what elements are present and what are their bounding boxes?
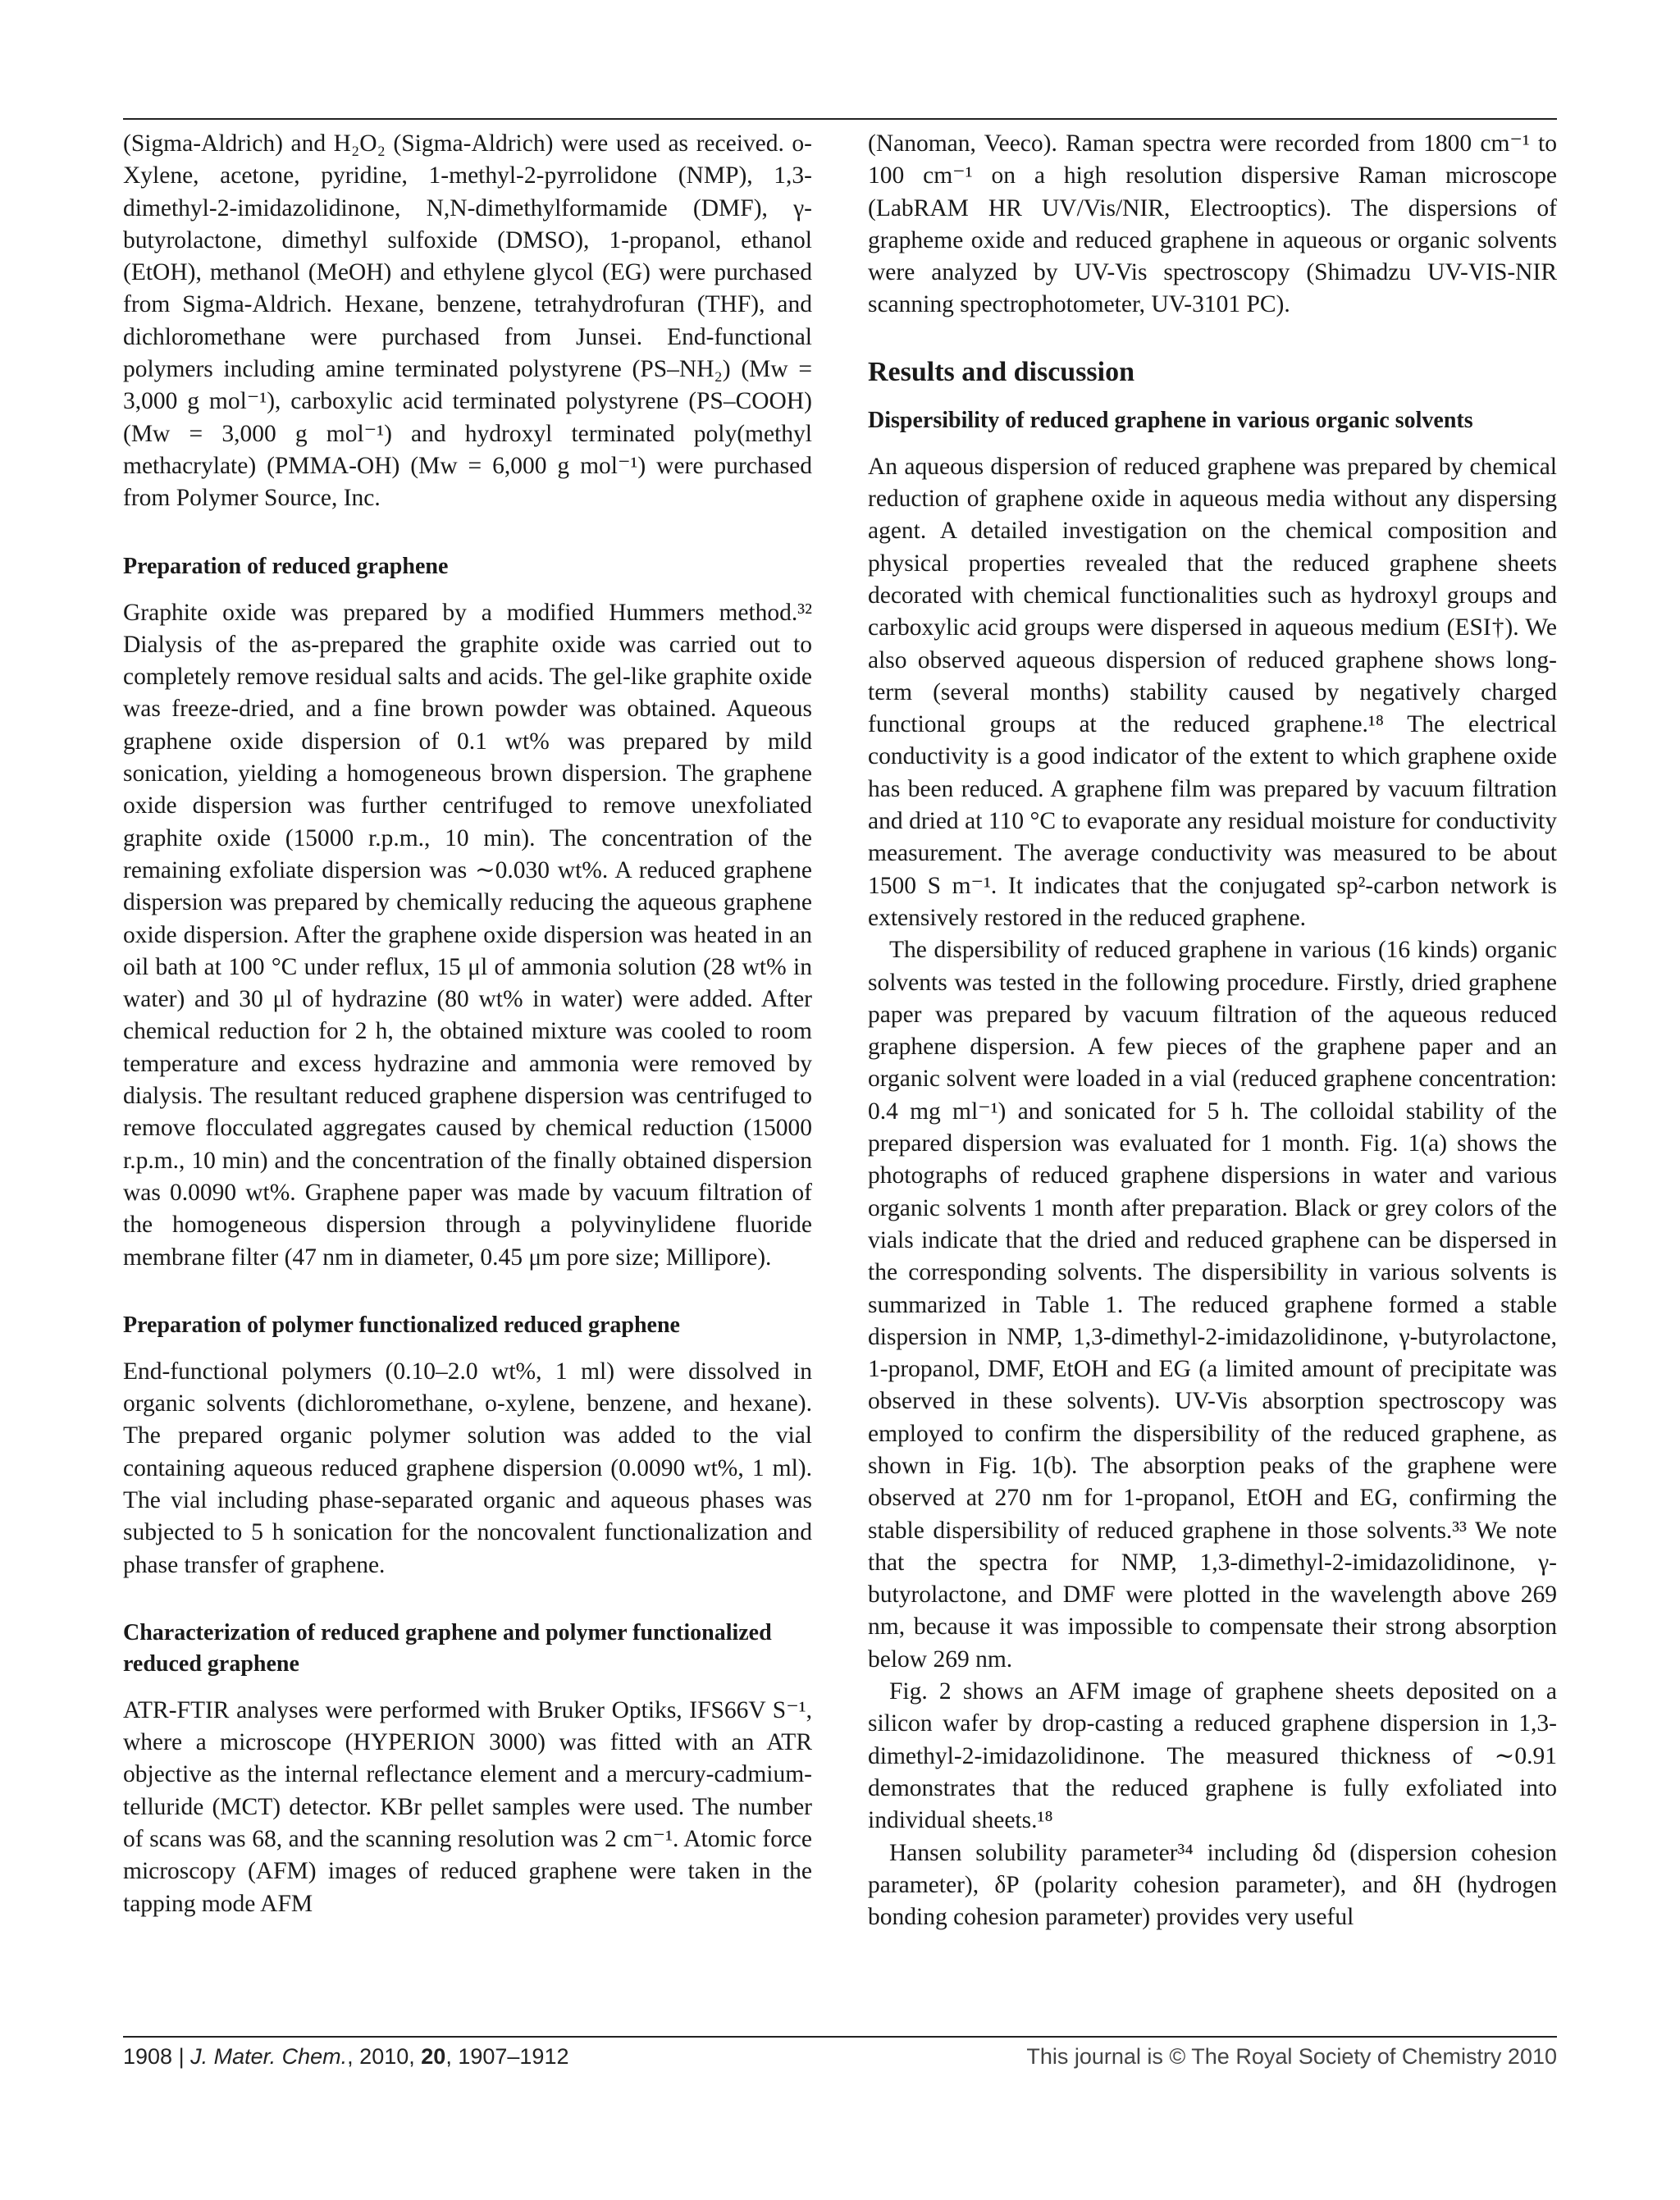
- journal-year: 2010: [359, 2044, 409, 2069]
- page-number: 1908: [123, 2044, 173, 2069]
- journal-volume: 20: [421, 2044, 446, 2069]
- preparation-polymer-paragraph: End-functional polymers (0.10–2.0 wt%, 1 ml) were dissolved in organic solvents (dichloromethane, o-xylene, benzene, and hexane). The prepared organic polymer solution was added to the vial containing aqueous reduced graphene dispersion (0.0090 wt%, 1 ml). The vial including phase-separated organic and aqueous phases was subjected to 5 h sonication for the noncovalent functionalization and phase transfer of graphene.: [123, 1358, 812, 1578]
- results-paragraph-3: Fig. 2 shows an AFM image of graphene sheets deposited on a silicon wafer by drop-casting a reduced graphene dispersion in 1,3-dimethyl-2-imidazolidinone. The measured thickness of ∼0.91 demonstrates that the reduced graphene is fully exfoliated into individual sheets.¹⁸: [868, 1678, 1557, 1834]
- journal-pages: 1907–1912: [458, 2044, 569, 2069]
- heading-dispersibility: Dispersibility of reduced graphene in various organic solvents: [868, 407, 1473, 433]
- heading-preparation-polymer-functionalized: Preparation of polymer functionalized reduced graphene: [123, 1312, 680, 1338]
- footer-comma-2: ,: [409, 2044, 422, 2069]
- heading-characterization: Characterization of reduced graphene and polymer functionalized reduced graphene: [123, 1619, 772, 1677]
- footer-separator: |: [178, 2044, 191, 2069]
- results-paragraph-4: Hansen solubility parameter³⁴ including δd (dispersion cohesion parameter), δP (polarity cohesion parameter), and δH (hydrogen bonding cohesion parameter) provides very useful: [868, 1839, 1557, 1931]
- bottom-rule: [123, 2036, 1557, 2038]
- footer-citation: [123, 2044, 568, 2070]
- continued-paragraph: (Nanoman, Veeco). Raman spectra were recorded from 1800 cm⁻¹ to 100 cm⁻¹ on a high resolution dispersive Raman microscope (LabRAM HR UV/Vis/NIR, Electrooptics). The dispersions of grapheme oxide and reduced graphene in aqueous or organic solvents were analyzed by UV-Vis spectroscopy (Shimadzu UV-VIS-NIR scanning spectrophotometer, UV-3101 PC).: [868, 130, 1557, 318]
- footer-copyright: This journal is © The Royal Society of Chemistry 2010: [1026, 2044, 1557, 2069]
- heading-preparation-reduced-graphene: Preparation of reduced graphene: [123, 553, 449, 579]
- preparation-reduced-graphene-paragraph: Graphite oxide was prepared by a modified Hummers method.³² Dialysis of the as-prepared the graphite oxide was carried out to completely remove residual salts and acids. The gel-like graphite oxide was freeze-dried, and a fine brown powder was obtained. Aqueous graphene oxide dispersion of 0.1 wt% was prepared by mild sonication, yielding a homogeneous brown dispersion. The graphene oxide dispersion was further centrifuged to remove unexfoliated graphite oxide (15000 r.p.m., 10 min). The concentration of the remaining exfoliate dispersion was ∼0.030 wt%. A reduced graphene dispersion was prepared by chemically reducing the aqueous graphene oxide dispersion. After the graphene oxide dispersion was heated in an oil bath at 100 °C under reflux, 15 μl of ammonia solution (28 wt% in water) and 30 μl of hydrazine (80 wt% in water) were added. After chemical reduction for 2 h, the obtained mixture was cooled to room temperature and excess hydrazine and ammonia were removed by dialysis. The resultant reduced graphene dispersion was centrifuged to remove flocculated aggregates caused by chemical reduction (15000 r.p.m., 10 min) and the concentration of the finally obtained dispersion was 0.0090 wt%. Graphene paper was made by vacuum filtration of the homogeneous dispersion through a polyvinylidene fluoride membrane filter (47 nm in diameter, 0.45 μm pore size; Millipore).: [123, 599, 812, 1271]
- journal-name: J. Mater. Chem.: [190, 2044, 348, 2069]
- footer-comma-3: ,: [445, 2044, 459, 2069]
- right-column: [868, 128, 1557, 1933]
- characterization-paragraph: ATR-FTIR analyses were performed with Bruker Optiks, IFS66V S⁻¹, where a microscope (HYPERION 3000) was fitted with an ATR objective as the internal reflectance element and a mercury-cadmium-telluride (MCT) detector. KBr pellet samples were used. The number of scans was 68, and the scanning resolution was 2 cm⁻¹. Atomic force microscopy (AFM) images of reduced graphene were taken in the tapping mode AFM: [123, 1696, 812, 1917]
- heading-results-discussion: Results and discussion: [868, 356, 1135, 387]
- results-paragraph-2: The dispersibility of reduced graphene in various (16 kinds) organic solvents was tested in the following procedure. Firstly, dried graphene paper was prepared by vacuum filtration of the aqueous reduced graphene dispersion. A few pieces of the graphene paper and an organic solvent were loaded in a vial (reduced graphene concentration: 0.4 mg ml⁻¹) and sonicated for 5 h. The colloidal stability of the prepared dispersion was evaluated for 1 month. Fig. 1(a) shows the photographs of reduced graphene dispersions in water and various organic solvents 1 month after preparation. Black or grey colors of the vials indicate that the dried and reduced graphene can be dispersed in the corresponding solvents. The dispersibility in various solvents is summarized in Table 1. The reduced graphene formed a stable dispersion in NMP, 1,3-dimethyl-2-imidazolidinone, γ-butyrolactone, 1-propanol, DMF, EtOH and EG (a limited amount of precipitate was observed in these solvents). UV-Vis absorption spectroscopy was employed to confirm the dispersibility of the reduced graphene, as shown in Fig. 1(b). The absorption peaks of the graphene were observed at 270 nm for 1-propanol, EtOH and EG, confirming the stable dispersibility of reduced graphene in those solvents.³³ We note that the spectra for NMP, 1,3-dimethyl-2-imidazolidinone, γ-butyrolactone, and DMF were plotted in the wavelength above 269 nm, because it was impossible to compensate their strong absorption below 269 nm.: [868, 937, 1557, 1673]
- footer-comma-1: ,: [347, 2044, 360, 2069]
- left-column: [123, 128, 812, 1920]
- intro-paragraph: (Sigma-Aldrich) and H₂O₂ (Sigma-Aldrich) were used as received. o-Xylene, acetone, pyridine, 1-methyl-2-pyrrolidone (NMP), 1,3-dimethyl-2-imidazolidinone, N,N-dimethylformamide (DMF), γ-butyrolactone, dimethyl sulfoxide (DMSO), 1-propanol, ethanol (EtOH), methanol (MeOH) and ethylene glycol (EG) were purchased from Sigma-Aldrich. Hexane, benzene, tetrahydrofuran (THF), and dichloromethane were purchased from Junsei. End-functional polymers including amine terminated polystyrene (PS–NH₂) (Mw = 3,000 g mol⁻¹), carboxylic acid terminated polystyrene (PS–COOH) (Mw = 3,000 g mol⁻¹) and hydroxyl terminated poly(methyl methacrylate) (PMMA-OH) (Mw = 6,000 g mol⁻¹) were purchased from Polymer Source, Inc.: [123, 130, 812, 512]
- results-paragraph-1: An aqueous dispersion of reduced graphene was prepared by chemical reduction of graphene oxide in aqueous media without any dispersing agent. A detailed investigation on the chemical composition and physical properties revealed that the reduced graphene sheets decorated with chemical functionalities such as hydroxyl groups and carboxylic acid groups were dispersed in aqueous medium (ESI†). We also observed aqueous dispersion of reduced graphene shows long-term (several months) stability caused by negatively charged functional groups at the reduced graphene.¹⁸ The electrical conductivity is a good indicator of the extent to which graphene oxide has been reduced. A graphene film was prepared by vacuum filtration and dried at 110 °C to evaporate any residual moisture for conductivity measurement. The average conductivity was measured to be about 1500 S m⁻¹. It indicates that the conjugated sp²-carbon network is extensively restored in the reduced graphene.: [868, 453, 1557, 931]
- top-rule: [123, 118, 1557, 120]
